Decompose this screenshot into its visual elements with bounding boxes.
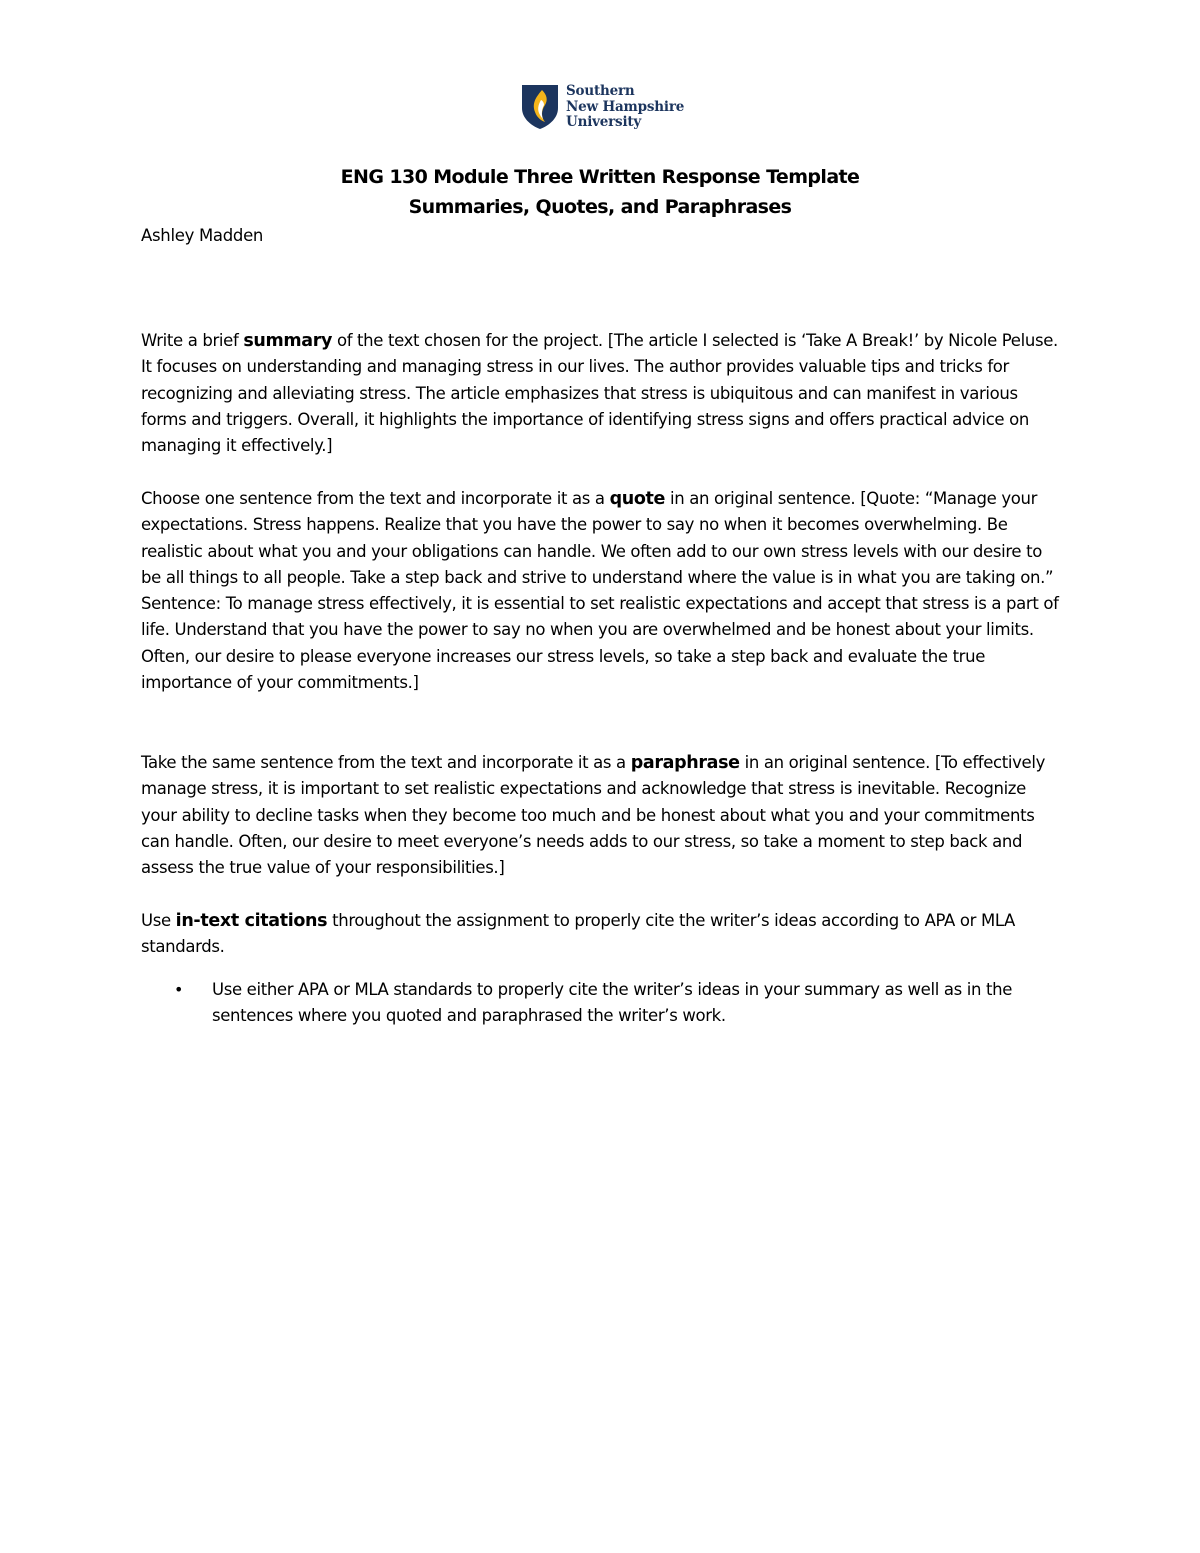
quote-text: in an original sentence. [Quote: “Manage your expectations. Stress happens. Realize that you have the power to say no when it becomes overwhelming. Be realistic about what you and your obligations can handle. We often add to our own stress levels with our desire to be all things to all people. Take a step back and strive to understand where the value is in what you are taking on.”: [141, 489, 1054, 587]
summary-text: of the text chosen for the project. [The article I selected is ‘Take A Break!’ by Nicole Peluse. It focuses on understanding and managing stress in our lives. The author provides valuable tips and tricks for recognizing and alleviating stress. The article emphasizes that stress is ubiquitous and can manifest in various forms and triggers. Overall, it highlights the importance of identifying stress signs and offers practical advice on managing it effectively.]: [141, 331, 1058, 456]
logo-line-1: Southern: [566, 83, 635, 99]
logo-line-2: New Hampshire: [566, 98, 685, 115]
citations-keyword: in-text citations: [175, 911, 328, 931]
paraphrase-keyword: paraphrase: [630, 753, 740, 773]
quote-prompt-start: Choose one sentence from the text and incorporate it as a: [141, 489, 610, 508]
bullet-icon: •: [174, 980, 184, 999]
logo-wordmark: [566, 84, 684, 131]
summary-paragraph: [141, 328, 1063, 459]
bullet-text: Use either APA or MLA standards to properly cite the writer’s ideas in your summary as well as in the sentences where you quoted and paraphrased the writer’s work.: [212, 980, 1012, 1026]
citations-paragraph: [141, 908, 1063, 961]
document-subtitle: Summaries, Quotes, and Paraphrases: [408, 196, 792, 218]
summary-keyword: summary: [243, 331, 333, 351]
quote-sentence: Sentence: To manage stress effectively, it is essential to set realistic expectations and accept that stress is a part of life. Understand that you have the power to say no when you are overwhelmed and be honest about your limits. Often, our desire to please everyone increases our stress levels, so take a step back and evaluate the true importance of your commitments.]: [141, 594, 1059, 693]
paraphrase-paragraph: [141, 750, 1063, 881]
paraphrase-prompt-start: Take the same sentence from the text and incorporate it as a: [141, 753, 631, 772]
quote-paragraph: [141, 486, 1063, 696]
university-logo: [521, 84, 691, 132]
summary-prompt-start: Write a brief: [141, 331, 244, 350]
citations-prompt-start: Use: [141, 911, 176, 930]
citations-text: throughout the assignment to properly cite the writer’s ideas according to APA or MLA standards.: [141, 911, 1015, 957]
paraphrase-text: in an original sentence. [To effectively manage stress, it is important to set realistic expectations and acknowledge that stress is inevitable. Recognize your ability to decline tasks when they become too much and be honest about what you and your commitments can handle. Often, our desire to meet everyone’s needs adds to our stress, so take a moment to step back and assess the true value of your responsibilities.]: [141, 753, 1045, 878]
quote-keyword: quote: [609, 489, 666, 509]
author-name: Ashley Madden: [141, 226, 264, 245]
logo-line-3: University: [566, 114, 642, 130]
document-title: ENG 130 Module Three Written Response Template: [340, 166, 860, 188]
flame-shield-icon: [521, 84, 559, 130]
